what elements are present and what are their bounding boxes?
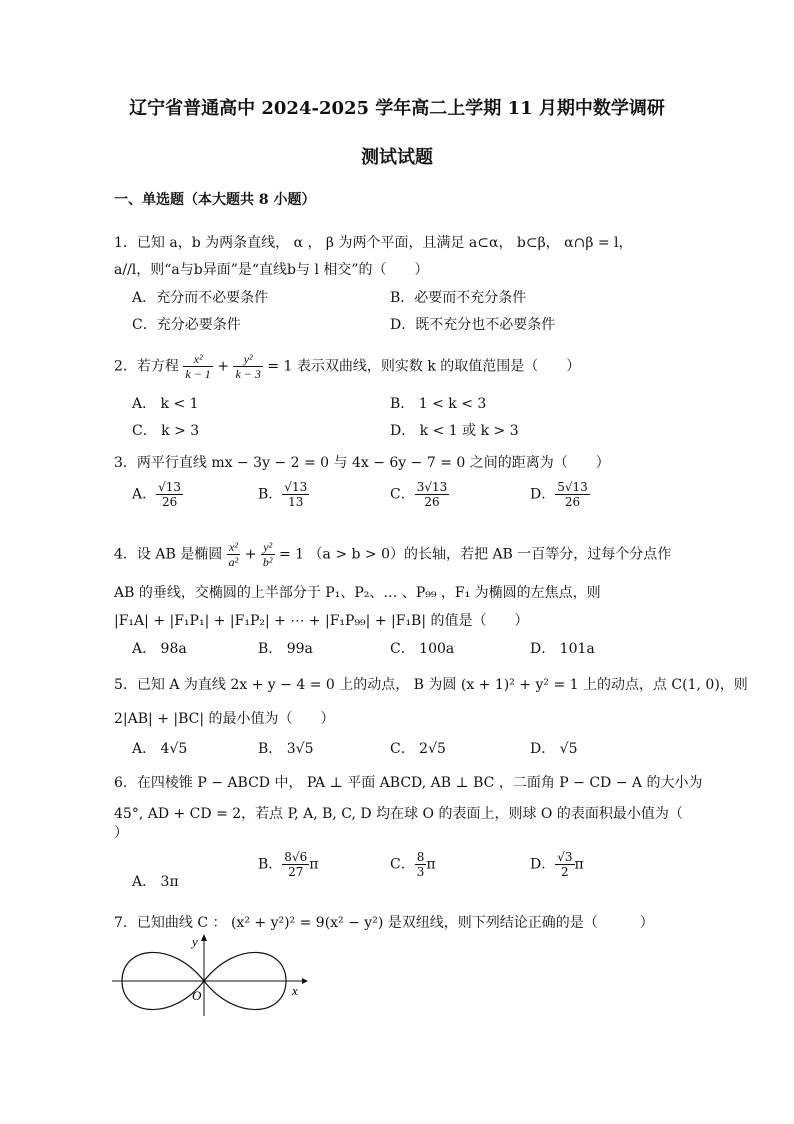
q6-option-a[interactable]: A． 3π [132,874,179,890]
q4-stem-line1: 4．设 AB 是椭圆 $\frac{\text{x²}}{\text{a²}}$ + $\frac{\text{y²}}{\text{b²}}$ = 1 （a > b > 0）的长轴，若把 AB 一百等分，过每个分点作 [114,540,672,569]
q6-stem-line1: 6．在四棱锥 P − ABCD 中， PA ⊥ 平面 ABCD, AB ⊥ BC ，二面角 P − CD − A 的大小为 [114,775,703,791]
y-axis-label: y [192,934,198,949]
page-subtitle: 测试试题 [361,147,433,168]
q5-option-a[interactable]: A． 4√5 [132,741,188,757]
q6-option-c[interactable]: C． $\frac{8}{3}$ π [390,850,436,879]
q3-option-d[interactable]: D． $\frac{5√13}{26}$ [530,480,588,509]
q3-stem: 3．两平行直线 mx − 3y − 2 = 0 与 4x − 6y − 7 = 0 之间的距离为（ ） [114,455,610,471]
q2-fraction-x: $\frac{\text{x²}}{k - 1}$ [185,352,211,381]
q5-option-c[interactable]: C． 2√5 [390,741,446,757]
q5-option-b[interactable]: B． 3√5 [258,741,314,757]
y-axis-arrow [201,934,207,941]
q1-option-b[interactable]: B．必要而不充分条件 [390,290,527,306]
q2-prefix: 2．若方程 [114,358,179,375]
q4-stem-line3: |F₁A| + |F₁P₁| + |F₁P₂| + ⋯ + |F₁P₉₉| + |F₁B| 的值是（ ） [114,613,529,629]
q4-fraction-x: $\frac{\text{x²}}{\text{a²}}$ [228,540,239,569]
q4-fraction-y: $\frac{\text{y²}}{\text{b²}}$ [262,540,273,569]
x-axis-arrow [302,978,308,984]
q1-option-d[interactable]: D．既不充分也不必要条件 [390,317,556,333]
q1-option-a[interactable]: A．充分而不必要条件 [132,290,269,306]
q3-option-a[interactable]: A． $\frac{√13}{26}$ [132,480,182,509]
q2-stem: 2．若方程 $\frac{\text{x²}}{k - 1}$ + $\frac{\text{y²}}{k - 3}$ = 1 表示双曲线，则实数 k 的取值范围是（ ） [114,352,581,381]
q5-option-d[interactable]: D． √5 [530,741,578,757]
q6-stem-line3: ） [114,825,128,841]
q5-stem-line2: 2|AB| + |BC| 的最小值为（ ） [114,711,335,727]
x-axis-label: x [292,983,298,998]
page-title: 辽宁省普通高中 2024-2025 学年高二上学期 11 月期中数学调研 [129,98,665,119]
q2-suffix: = 1 表示双曲线，则实数 k 的取值范围是（ ） [267,358,581,375]
q2-option-d[interactable]: D． k < 1 或 k > 3 [390,423,519,439]
q4-option-b[interactable]: B． 99a [258,641,313,657]
q6-stem-line2: 45°, AD + CD = 2，若点 P, A, B, C, D 均在球 O 的表面上，则球 O 的表面积最小值为（ [114,806,683,822]
q4-option-a[interactable]: A． 98a [132,641,187,657]
q3-option-c[interactable]: C． $\frac{3√13}{26}$ [390,480,448,509]
q2-option-b[interactable]: B． 1 < k < 3 [390,396,487,412]
q5-stem-line1: 5．已知 A 为直线 2x + y − 4 = 0 上的动点， B 为圆 (x + 1)² + y² = 1 上的动点，点 C(1, 0)，则 [114,677,748,693]
q4-option-d[interactable]: D． 101a [530,641,595,657]
q3-option-b[interactable]: B． $\frac{√13}{13}$ [258,480,308,509]
q2-option-a[interactable]: A． k < 1 [132,396,199,412]
q1-option-c[interactable]: C．充分必要条件 [132,317,241,333]
q2-fraction-y: $\frac{\text{y²}}{k - 3}$ [235,352,261,381]
origin-label: O [192,988,202,1003]
q2-option-c[interactable]: C． k > 3 [132,423,200,439]
q7-stem: 7．已知曲线 C ： (x² + y²)² = 9(x² − y²) 是双纽线，则下列结论正确的是（ ） [114,915,654,931]
q1-stem-line2: a//l，则“a与b异面”是“直线b与 l 相交”的（ ） [114,262,429,278]
section-heading: 一、单选题（本大题共 8 小题） [114,192,316,208]
q6-option-d[interactable]: D． $\frac{√3}{2}$ π [530,850,584,879]
q4-option-c[interactable]: C． 100a [390,641,455,657]
q4-stem-line2: AB 的垂线，交椭圆的上半部分于 P₁、P₂、… 、P₉₉ ，F₁ 为椭圆的左焦点，则 [114,585,601,601]
lemniscate-figure [112,932,308,1018]
q6-option-b[interactable]: B． $\frac{8√6}{27}$ π [258,850,319,879]
q1-stem-line1: 1．已知 a，b 为两条直线， α ， β 为两个平面，且满足 a⊂α， b⊂β， α∩β = l， [114,235,633,251]
